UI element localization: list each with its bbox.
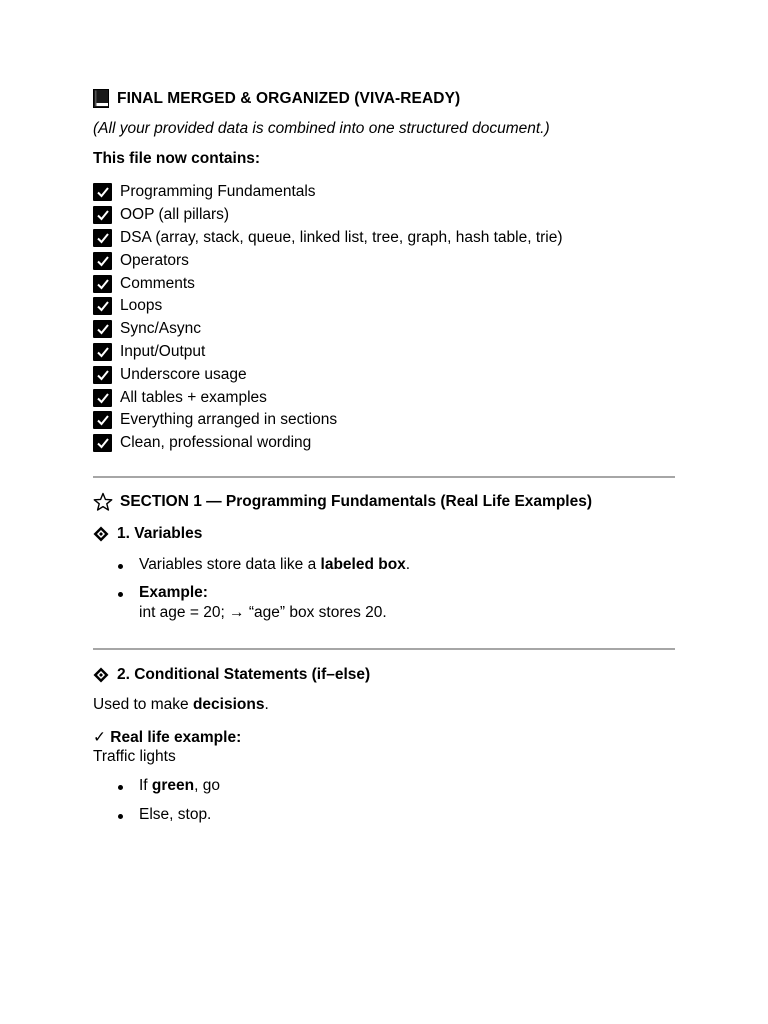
document-subtitle: (All your provided data is combined into one structured document.) [93, 120, 550, 137]
list-item: Else, stop. [93, 806, 220, 824]
checklist-item [93, 409, 563, 432]
checkbox-checked-icon [93, 343, 112, 361]
checkbox-checked-icon [93, 229, 112, 247]
checklist-item-label: Underscore usage [120, 365, 247, 383]
bullet-icon [118, 564, 123, 569]
checkbox-checked-icon [93, 206, 112, 224]
conditionals-bullets [93, 777, 220, 824]
checklist-item-label: Loops [120, 297, 163, 315]
diamond-icon [93, 667, 109, 683]
checkbox-checked-icon [93, 366, 112, 384]
checklist-item [93, 318, 563, 341]
checklist-item-label: All tables + examples [120, 388, 267, 406]
conditionals-heading [93, 666, 370, 684]
checklist-item [93, 363, 563, 386]
checklist-item-label: Everything arranged in sections [120, 411, 338, 429]
checklist-item-label: Comments [120, 274, 195, 292]
list-item: If green, go [93, 777, 220, 806]
book-icon [93, 89, 109, 108]
checklist-item [93, 227, 563, 250]
contains-heading: This file now contains: [93, 150, 261, 167]
checklist-item [93, 249, 563, 272]
variables-bullets [93, 556, 410, 622]
variables-title: 1. Variables [117, 525, 203, 542]
checkbox-checked-icon [93, 183, 112, 201]
checkbox-checked-icon [93, 275, 112, 293]
checkbox-checked-icon [93, 320, 112, 338]
horizontal-divider [93, 476, 675, 478]
variables-heading [93, 525, 202, 543]
checklist-item [93, 295, 563, 318]
checklist-item-label: Input/Output [120, 342, 206, 360]
bullet-icon [118, 592, 123, 597]
conditionals-title: 2. Conditional Statements (if–else) [117, 666, 371, 683]
list-item [93, 584, 410, 622]
conditionals-intro: Used to make decisions. [93, 696, 269, 713]
checklist-item [93, 386, 563, 409]
bullet-icon [118, 814, 123, 819]
real-life-label: ✓ Real life example: [93, 729, 242, 746]
checkbox-checked-icon [93, 411, 112, 429]
list-item: Variables store data like a labeled box. [93, 556, 410, 584]
diamond-icon [93, 526, 109, 542]
star-icon [93, 492, 113, 512]
bullet-icon [118, 785, 123, 790]
bold-term: decisions [192, 696, 265, 713]
section-1-title: SECTION 1 — Programming Fundamentals (Real Life Examples) [120, 493, 592, 510]
checkbox-checked-icon [93, 252, 112, 270]
example-label: Example: [139, 584, 208, 601]
checklist-item-label: OOP (all pillars) [120, 206, 230, 224]
checkbox-checked-icon [93, 297, 112, 315]
section-1-heading [93, 492, 592, 512]
document-header [93, 89, 460, 108]
bold-term: green [151, 777, 195, 794]
checklist-item-label: Operators [120, 251, 189, 269]
contents-checklist [93, 181, 563, 455]
checklist-item-label: DSA (array, stack, queue, linked list, tree, graph, hash table, trie) [120, 228, 563, 246]
checklist-item [93, 272, 563, 295]
document-title: FINAL MERGED & ORGANIZED (VIVA-READY) [117, 89, 461, 107]
checkbox-checked-icon [93, 434, 112, 452]
checklist-item [93, 432, 563, 455]
checklist-item [93, 341, 563, 364]
checklist-item-label: Programming Fundamentals [120, 183, 316, 201]
checklist-item-label: Clean, professional wording [120, 434, 312, 452]
example-text: int age = 20; → “age” box stores 20. [139, 604, 387, 621]
checklist-item-label: Sync/Async [120, 320, 201, 338]
horizontal-divider [93, 648, 675, 650]
checklist-item [93, 181, 563, 204]
checkbox-checked-icon [93, 389, 112, 407]
checklist-item [93, 204, 563, 227]
real-life-text: Traffic lights [93, 748, 176, 765]
bold-term: labeled box [320, 556, 406, 573]
